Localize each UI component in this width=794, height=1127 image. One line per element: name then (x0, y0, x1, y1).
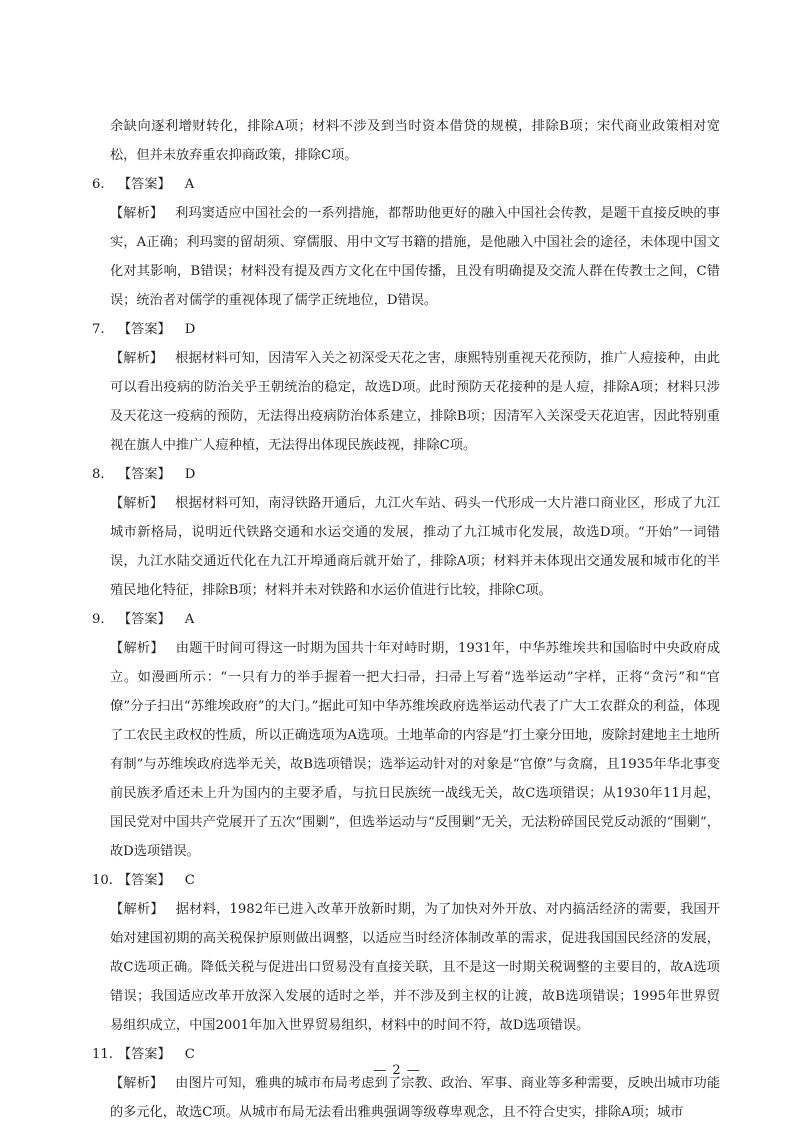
analysis-label: 【解析】 (110, 902, 164, 917)
analysis-label: 【解析】 (110, 206, 164, 221)
analysis-label: 【解析】 (110, 1076, 164, 1091)
answer-label: 【答案】 (118, 1047, 171, 1062)
question-number: 7. (92, 322, 105, 337)
question-number: 10. (92, 873, 113, 888)
question-number: 11. (92, 1047, 113, 1062)
analysis-label: 【解析】 (110, 351, 164, 366)
answer-label: 【答案】 (118, 873, 171, 888)
analysis-text: 据材料，1982年已进入改革开放新时期，为了加快对外开放、对内搞活经济的需要，我国开始对建国初期的高关税保护原则做出调整，以适应当时经济体制改革的需求，促进我国国民经济的发展，故C选项正确。降低关税与促进出口贸易没有直接关联，且不是这一时期关税调整的主要目的，故A选项错误；我国适应改革开放深入发展的适时之举，并不涉及到主权的让渡，故B选项错误；1995年世界贸易组织成立，中国2001年加入世界贸易组织，材料中的时间不符，故D选项错误。 (110, 902, 721, 1033)
document-content (92, 112, 721, 1127)
question-item-9 (92, 605, 721, 866)
question-item-11 (92, 1040, 721, 1127)
analysis-text: 根据材料可知，南浔铁路开通后，九江火车站、码头一代形成一大片港口商业区，形成了九江城市新格局，说明近代铁路交通和水运交通的发展，推动了九江城市化发展，故选D项。“开始”一词错误，九江水陆交通近代化在九江开埠通商后就开始了，排除A项；材料并未体现出交通发展和城市化的半殖民地化特征，排除B项；材料并未对铁路和水运价值进行比较，排除C项。 (110, 496, 721, 598)
question-item-7 (92, 315, 721, 460)
question-number: 9. (92, 612, 105, 627)
analysis-text: 由题干时间可得这一时期为国共十年对峙时期，1931年，中华苏维埃共和国临时中央政府成立。如漫画所示：“一只有力的举手握着一把大扫帚，扫帚上写着“选举运动”字样，正将“贪污”和“官僚”分子扫出“苏维埃政府”的大门。”据此可知中华苏维埃政府选举运动代表了广大工农群众的利益，体现了工农民主政权的性质，所以正确选项为A选项。土地革命的内容是“打土豪分田地，废除封建地主土地所有制”与苏维埃政府选举无关，故B选项错误；选举运动针对的对象是“官僚”与贪腐，且1935年华北事变前民族矛盾还未上升为国内的主要矛盾，与抗日民族统一战线无关，故C选项错误；从1930年11月起，国民党对中国共产党展开了五次“围剿”，但选举运动与“反围剿”无关，无法粉碎国民党反动派的“围剿”，故D选项错误。 (110, 641, 721, 859)
answer-line (92, 605, 720, 634)
answer-label: 【答案】 (118, 177, 171, 192)
answer-line (92, 315, 720, 344)
answer-label: 【答案】 (118, 612, 171, 627)
answer-value: A (184, 177, 195, 192)
analysis-label: 【解析】 (110, 496, 164, 511)
page-number: — 2 — (373, 1063, 421, 1078)
question-item-10 (92, 866, 721, 1040)
analysis-text: 由图片可知，雅典的城市布局考虑到了宗教、政治、军事、商业等多种需要，反映出城市功能的多元化，故选C项。从城市布局无法看出雅典强调等级尊卑观念，且不符合史实，排除A项；城市 (110, 1076, 721, 1120)
question-item-6 (92, 170, 721, 315)
analysis-paragraph (110, 634, 720, 866)
answer-value: C (184, 873, 195, 888)
question-number: 8. (92, 467, 105, 482)
analysis-paragraph (110, 199, 720, 315)
continuation-text: 余缺向逐利增财转化，排除A项；材料不涉及到当时资本借贷的规模，排除B项；宋代商业政策相对宽松，但并未放弃重农抑商政策，排除C项。 (110, 119, 720, 163)
continuation-paragraph (110, 112, 720, 170)
answer-value: A (184, 612, 195, 627)
analysis-text: 根据材料可知，因清军入关之初深受天花之害，康熙特别重视天花预防，推广人痘接种，由此可以看出疫病的防治关乎王朝统治的稳定，故选D项。此时预防天花接种的是人痘，排除A项；材料只涉及天花这一疫病的预防，无法得出疫病防治体系建立，排除B项；因清军入关深受天花迫害，因此特别重视在旗人中推广人痘种植，无法得出体现民族歧视，排除C项。 (110, 351, 721, 453)
question-number: 6. (92, 177, 105, 192)
answer-value: C (184, 1047, 195, 1062)
answer-value: D (184, 322, 196, 337)
answer-label: 【答案】 (118, 467, 171, 482)
answer-line (92, 866, 720, 895)
analysis-label: 【解析】 (110, 641, 164, 656)
analysis-text: 利玛窦适应中国社会的一系列措施，都帮助他更好的融入中国社会传教，是题干直接反映的事实，A正确；利玛窦的留胡须、穿儒服、用中文写书籍的措施，是他融入中国社会的途径，未体现中国文化对其影响，B错误；材料没有提及西方文化在中国传播，且没有明确提及交流人群在传教士之间，C错误；统治者对儒学的重视体现了儒学正统地位，D错误。 (110, 206, 721, 308)
question-item-8 (92, 460, 721, 605)
answer-label: 【答案】 (118, 322, 171, 337)
answer-line (92, 170, 720, 199)
analysis-paragraph (110, 895, 720, 1040)
analysis-paragraph (110, 344, 720, 460)
answer-line (92, 460, 720, 489)
answer-value: D (184, 467, 196, 482)
analysis-paragraph (110, 489, 720, 605)
